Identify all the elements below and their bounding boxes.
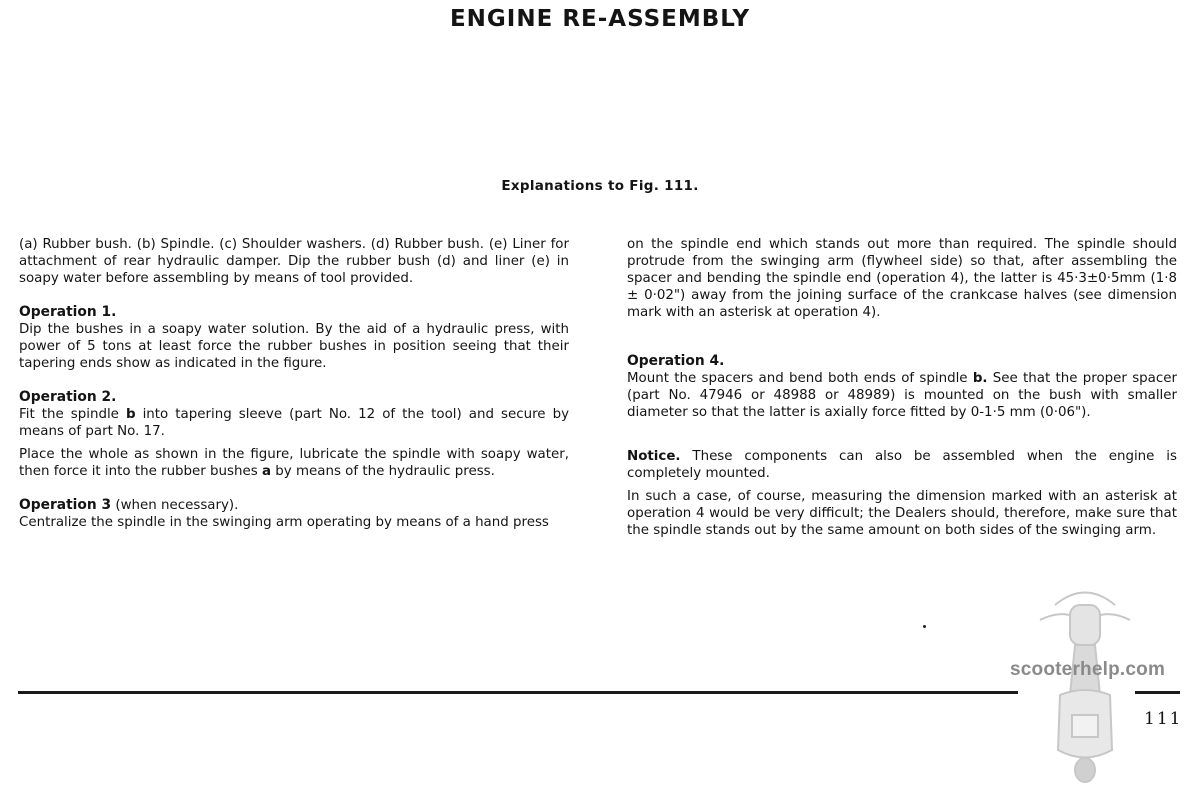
stray-dot [923,625,926,628]
footer-rule [18,691,1018,694]
operation-2-text-part: Place the whole as shown in the figure, lubricate the spindle with soapy water, then force it into the rubber bushes [19,447,569,479]
notice-heading: Notice. [627,449,681,464]
notice-text: These components can also be assembled when the engine is completely mounted. [627,449,1177,481]
operation-2-text [19,406,569,440]
page-title: ENGINE RE-ASSEMBLY [449,6,751,32]
operation-4-text-part: See that the proper spacer (part No. 47946 or 48988 or 48989) is mounted on the bush with smaller diameter so that the latter is axially force fitted by 0-1·5 mm (0·06"). [627,371,1177,420]
notice [627,448,1177,482]
operation-3-title: Operation 3 [19,497,112,513]
right-column [627,236,1177,539]
operation-3-continued: on the spindle end which stands out more than required. The spindle should protrude from the swinging arm (flywheel side) so that, after assembling the spacer and bending the spindle end (operation 4), the latter is 45·3±0·5mm (1·8 ± 0·02") away from the joining surface of the crankcase halves (see dimension mark with an asterisk at operation 4). [627,237,1177,320]
operation-2-text-continued [19,446,569,480]
operation-4-heading: Operation 4. [627,353,725,369]
notice-text-continued: In such a case, of course, measuring the dimension marked with an asterisk at operation 4 would be very difficult; the Dealers should, therefore, make sure that the spindle stands out by the same amount on both sides of the swinging arm. [627,489,1177,538]
spindle-ref: b. [972,371,988,386]
parts-legend: (a) Rubber bush. (b) Spindle. (c) Shoulder washers. (d) Rubber bush. (e) Liner for attachment of rear hydraulic damper. Dip the rubber bush (d) and liner (e) in soapy water before assembling by means of tool provided. [19,237,569,286]
operation-4-text-part: Mount the spacers and bend both ends of spindle [627,371,973,386]
left-column [19,236,569,531]
operation-1-heading: Operation 1. [19,304,117,320]
bush-ref: a [261,464,272,479]
operation-3-note: (when necessary). [111,498,239,513]
operation-4-text [627,370,1177,421]
operation-2-text-part: into tapering sleeve (part No. 12 of the tool) and secure by means of part No. 17. [19,407,569,439]
operation-3-text: Centralize the spindle in the swinging arm operating by means of a hand press [19,515,549,530]
spindle-ref: b [125,407,136,422]
operation-3-heading [19,497,569,514]
operation-2-heading: Operation 2. [19,389,117,405]
watermark-text: scooterhelp.com [1010,659,1166,680]
operation-2-text-part: Fit the spindle [19,407,126,422]
operation-1-text: Dip the bushes in a soapy water solution. By the aid of a hydraulic press, with power of 5 tons at least force the rubber bushes in position seeing that their tapering ends show as indicated in the figure. [19,322,569,371]
operation-2-text-part: by means of the hydraulic press. [271,464,495,479]
figure-explanation-heading: Explanations to Fig. 111. [501,178,699,194]
page-number: 111 [1144,709,1183,729]
footer-rule-right [1135,691,1180,694]
